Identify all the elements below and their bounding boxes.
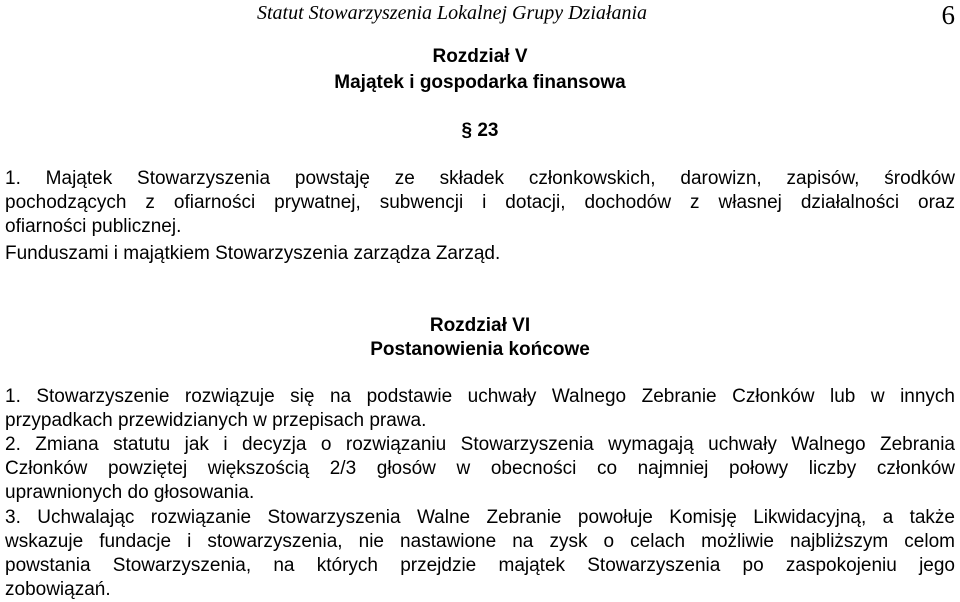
chapter-5-label: Rozdział V (432, 46, 528, 67)
chapter-5-paragraph-2 (5, 242, 955, 266)
paragraph-line: powstania Stowarzyszenia, na których przejdzie majątek Stowarzyszenia po zaspokojeniu jego (5, 555, 955, 576)
section-23-heading: § 23 (461, 120, 499, 141)
page-number: 6 (941, 0, 955, 30)
chapter-5-title: Majątek i gospodarka finansowa (334, 72, 626, 93)
chapter-6-label: Rozdział VI (429, 315, 531, 336)
paragraph-line: uprawnionych do głosowania. (5, 482, 255, 503)
chapter-6-item-3 (5, 506, 955, 602)
paragraph-line: Funduszami i majątkiem Stowarzyszenia zarządza Zarząd. (5, 243, 501, 264)
paragraph-line: przypadkach przewidzianych w przepisach prawa. (5, 410, 427, 431)
paragraph-line: 3. Uchwalając rozwiązanie Stowarzyszenia Walne Zebranie powołuje Komisję Likwidacyjną, a także (5, 507, 955, 528)
paragraph-line: 2. Zmiana statutu jak i decyzja o rozwiązaniu Stowarzyszenia wymagają uchwały Walnego Zebrania (5, 434, 955, 455)
page-header (0, 0, 960, 36)
chapter-6-item-1 (5, 385, 955, 433)
paragraph-line: 1. Majątek Stowarzyszenia powstaję ze składek członkowskich, darowizn, zapisów, środków (5, 168, 955, 189)
paragraph-line: pochodzących z ofiarności prywatnej, subwencji i dotacji, dochodów z własnej działalności oraz (5, 192, 955, 213)
chapter-6-item-2 (5, 433, 955, 505)
paragraph-line: zobowiązań. (5, 579, 111, 600)
paragraph-line: ofiarności publicznej. (5, 216, 182, 237)
paragraph-line: wskazuje fundacje i stowarzyszenia, nie nastawione na zysk o celach możliwie najbliższym celom (5, 531, 955, 552)
chapter-6-title: Postanowienia końcowe (370, 339, 590, 360)
chapter-5-paragraph-1 (5, 167, 955, 239)
paragraph-line: Członków powziętej większością 2/3 głosów w obecności co najmniej połowy liczby członków (5, 458, 955, 479)
paragraph-line: 1. Stowarzyszenie rozwiązuje się na podstawie uchwały Walnego Zebranie Członków lub w innych (5, 386, 955, 407)
document-title: Statut Stowarzyszenia Lokalnej Grupy Działania (257, 2, 647, 24)
